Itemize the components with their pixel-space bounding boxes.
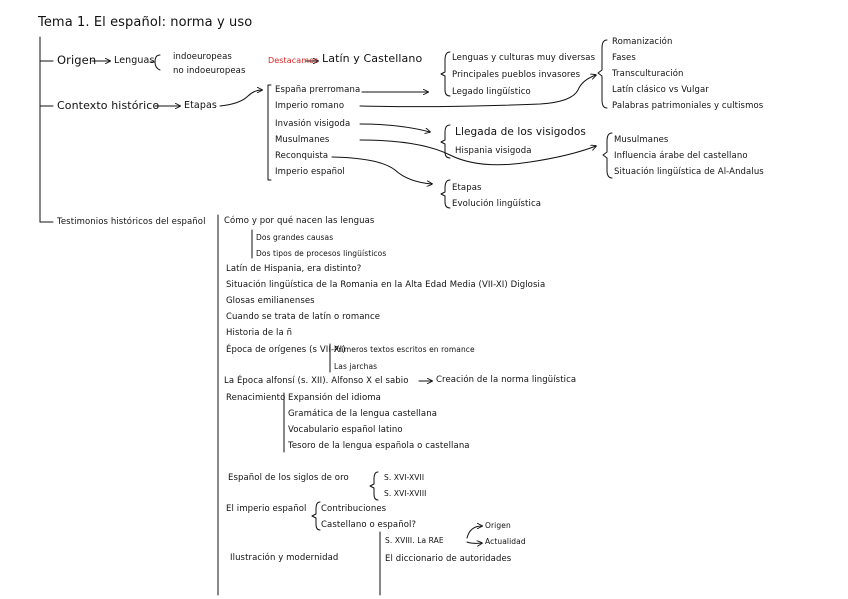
- etapa-item-0: España prerromana: [275, 85, 361, 95]
- testimonio-glosas: Glosas emilianenses: [226, 296, 315, 306]
- siglos-item-1: S. XVI-XVIII: [384, 489, 427, 498]
- brace-siglos: [370, 472, 378, 500]
- testimonio-como-nacen: Cómo y por qué nacen las lenguas: [224, 216, 375, 226]
- brace-romanizacion: [598, 40, 607, 108]
- node-lenguas: Lenguas: [114, 55, 155, 66]
- brace-musulmanes: [603, 133, 612, 178]
- testimonio-epoca-alfonsi: La Época alfonsí (s. XII). Alfonso X el sabio: [224, 376, 409, 386]
- lenguas-item-2: Legado lingüístico: [452, 87, 531, 97]
- page-title: Tema 1. El español: norma y uso: [38, 15, 253, 30]
- renacimiento-item-0: Expansión del idioma: [288, 393, 381, 403]
- curve-etapas: [220, 90, 262, 106]
- etapa-item-1: Imperio romano: [275, 101, 345, 111]
- curve-rae-actualidad: [467, 542, 482, 543]
- curve-visigoda: [360, 124, 430, 132]
- label-destacamos: Destacamos: [268, 56, 319, 65]
- musulmanes-item-2: Situación lingüística de Al-Andalus: [614, 167, 764, 177]
- etapa-item-5: Imperio español: [275, 167, 345, 177]
- musulmanes-item-0: Musulmanes: [614, 135, 669, 145]
- testimonio-ilustracion: Ilustración y modernidad: [230, 553, 339, 563]
- imperio-espanol-item-0: Contribuciones: [321, 504, 387, 514]
- etapa-item-2: Invasión visigoda: [275, 119, 351, 129]
- testimonio-rae: S. XVIII. La RAE: [385, 536, 444, 545]
- imperio-item-1: Evolución lingüística: [452, 199, 542, 209]
- visigodos-hispania: Hispania visigoda: [455, 146, 532, 156]
- renacimiento-item-3: Tesoro de la lengua española o castellana: [288, 441, 470, 451]
- renacimiento-item-1: Gramática de la lengua castellana: [288, 409, 438, 419]
- testimonio-siglos-oro: Español de los siglos de oro: [228, 473, 349, 483]
- node-etapas: Etapas: [184, 100, 217, 111]
- node-contexto-historico: Contexto histórico: [57, 99, 160, 112]
- curve-rae-origen: [467, 526, 482, 538]
- visigodos-llegada: Llegada de los visigodos: [455, 126, 586, 138]
- testimonio-epoca-origenes: Época de orígenes (s VII-XI): [226, 345, 346, 355]
- romanizacion-item-1: Fases: [612, 53, 636, 63]
- rae-item-actualidad: Actualidad: [485, 537, 526, 546]
- node-no-indoeuropeas: no indoeuropeas: [173, 66, 246, 76]
- node-latin-castellano: Latín y Castellano: [322, 52, 423, 65]
- origenes-item-1: Las jarchas: [334, 362, 378, 371]
- etapa-item-4: Reconquista: [275, 151, 329, 161]
- node-origen: Origen: [57, 53, 97, 67]
- renacimiento-item-2: Vocabulario español latino: [288, 425, 403, 435]
- romanizacion-item-2: Transculturación: [612, 69, 684, 79]
- imperio-espanol-item-1: Castellano o español?: [321, 520, 417, 530]
- testimonio-renacimiento: Renacimiento: [226, 393, 286, 403]
- brace-imperio: [441, 180, 450, 208]
- node-indoeuropeas: indoeuropeas: [173, 52, 232, 62]
- romanizacion-item-3: Latín clásico vs Vulgar: [612, 85, 709, 95]
- brace-etapas: [268, 85, 271, 180]
- testimonio-situacion: Situación lingüística de la Romania en la Alta Edad Media (VII-XI) Diglosia: [226, 280, 546, 290]
- node-testimonios: Testimonios históricos del español: [57, 217, 206, 227]
- curve-reconquista: [332, 157, 432, 184]
- imperio-item-0: Etapas: [452, 183, 482, 193]
- testimonio-cuando: Cuando se trata de latín o romance: [226, 312, 381, 322]
- brace-lenguas-list: [441, 52, 450, 96]
- testimonio-creacion: Creación de la norma lingüística: [436, 375, 577, 385]
- romanizacion-item-4: Palabras patrimoniales y cultismos: [612, 101, 764, 111]
- brace-imperio-items: [312, 502, 320, 530]
- testimonio-causa-0: Dos grandes causas: [256, 233, 334, 242]
- lenguas-item-0: Lenguas y culturas muy diversas: [452, 53, 596, 63]
- romanizacion-item-0: Romanización: [612, 37, 673, 47]
- rae-item-origen: Origen: [485, 521, 511, 530]
- etapa-item-3: Musulmanes: [275, 135, 330, 145]
- testimonio-latin-hispania: Latín de Hispania, era distinto?: [226, 264, 362, 274]
- testimonio-causa-1: Dos tipos de procesos lingüísticos: [256, 249, 387, 258]
- origenes-item-0: Primeros textos escritos en romance: [334, 345, 475, 354]
- musulmanes-item-1: Influencia árabe del castellano: [614, 151, 748, 161]
- testimonio-historia-n: Historia de la ñ: [226, 328, 293, 338]
- lenguas-item-1: Principales pueblos invasores: [452, 70, 581, 80]
- testimonio-diccionario: El diccionario de autoridades: [385, 554, 512, 564]
- testimonio-imperio-espanol: El imperio español: [226, 504, 307, 514]
- siglos-item-0: S. XVI-XVII: [384, 473, 425, 482]
